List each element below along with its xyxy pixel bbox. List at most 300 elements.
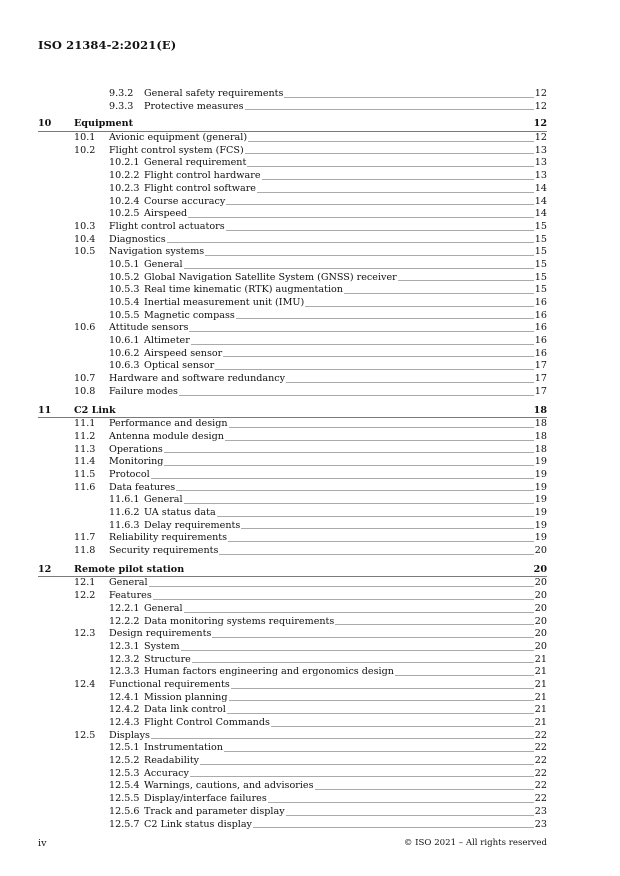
page-footer <box>38 838 547 849</box>
toc-entry-page: 19 <box>534 468 547 480</box>
toc-entry[interactable] <box>38 208 547 221</box>
copyright-notice: © ISO 2021 – All rights reserved <box>403 838 547 848</box>
toc-entry-title: Diagnostics <box>109 233 166 245</box>
toc-entry-line <box>144 183 547 196</box>
dot-leader <box>226 230 534 231</box>
toc-entry-title: Monitoring <box>109 456 164 468</box>
toc-entry-line <box>144 780 547 793</box>
toc-entry-number: 12.2.1 <box>109 602 140 614</box>
dot-leader <box>219 554 533 555</box>
dot-leader <box>184 268 534 269</box>
toc-clause-entry[interactable] <box>38 118 547 132</box>
toc-entry-line <box>109 482 547 495</box>
toc-entry[interactable] <box>38 373 547 386</box>
dot-leader <box>284 97 533 98</box>
toc-entry-line <box>109 234 547 247</box>
toc-entry-number: 10.6.1 <box>109 335 140 347</box>
toc-entry-number: 10.2.1 <box>109 157 140 169</box>
toc-entry-line <box>144 520 547 533</box>
dot-leader <box>151 478 534 479</box>
toc-entry-page: 21 <box>534 666 547 678</box>
toc-entry-page: 18 <box>534 443 547 455</box>
toc-entry[interactable] <box>38 101 547 114</box>
toc-entry[interactable] <box>38 704 547 717</box>
toc-entry-page: 16 <box>534 347 547 359</box>
toc-entry-line <box>144 742 547 755</box>
dot-leader <box>231 688 534 689</box>
toc-entry[interactable] <box>38 679 547 692</box>
toc-entry-line <box>109 469 547 482</box>
toc-entry-title: Data link control <box>144 704 226 716</box>
toc-entry-number: 11.4 <box>74 456 96 468</box>
toc-entry-page: 12 <box>534 88 547 99</box>
toc-entry-line <box>109 221 547 234</box>
toc-entry-title: Displays <box>109 729 150 741</box>
toc-entry-title: Flight Control Commands <box>144 717 270 728</box>
toc-entry[interactable] <box>38 666 547 679</box>
toc-entry-number: 10.6 <box>74 322 96 334</box>
toc-entry[interactable] <box>38 157 547 170</box>
toc-entry-number: 9.3.3 <box>109 100 134 112</box>
dot-leader <box>188 217 534 218</box>
toc-entry-page: 12 <box>534 100 547 112</box>
toc-entry[interactable] <box>38 170 547 183</box>
toc-entry-page: 16 <box>534 309 547 321</box>
toc-entry-title: System <box>144 640 180 652</box>
toc-entry[interactable] <box>38 132 547 145</box>
toc-entry-page: 22 <box>534 780 547 792</box>
toc-entry[interactable] <box>38 641 547 654</box>
toc-entry-page: 16 <box>534 297 547 308</box>
toc-entry[interactable] <box>38 246 547 259</box>
toc-entry-page: 16 <box>534 322 547 334</box>
toc-entry-number: 10.8 <box>74 385 96 397</box>
toc-entry-line <box>144 284 547 297</box>
toc-entry-page: 17 <box>534 373 547 385</box>
toc-entry-number: 10.2 <box>74 144 96 156</box>
toc-entry-title: Accuracy <box>144 767 189 779</box>
toc-entry-title: Protocol <box>109 468 150 480</box>
dot-leader <box>398 280 534 281</box>
dot-leader <box>247 166 533 167</box>
toc-entry-title: Flight control hardware <box>144 170 261 182</box>
toc-clause-entry[interactable] <box>38 405 547 419</box>
toc-entry-number: 12.3.3 <box>109 666 140 678</box>
toc-entry-number: 12.5.5 <box>109 793 140 805</box>
dot-leader <box>179 395 534 396</box>
toc-entry-page: 13 <box>534 157 547 169</box>
toc-entry-number: 11.6 <box>74 481 96 493</box>
toc-entry-title: Data monitoring systems requirements <box>144 615 335 627</box>
toc-entry-line <box>144 654 547 667</box>
toc-entry-page: 14 <box>534 182 547 194</box>
toc-entry-number: 10.6.2 <box>109 347 140 359</box>
toc-entry-title: Flight control software <box>144 182 256 194</box>
toc-entry-line <box>144 360 547 373</box>
toc-entry-page: 15 <box>534 284 547 296</box>
toc-entry-number: 12.5.3 <box>109 767 140 779</box>
toc-entry[interactable] <box>38 616 547 629</box>
toc-entry-number: 10.2.5 <box>109 208 140 220</box>
toc-entry-line <box>144 310 547 323</box>
toc-entry-page: 22 <box>534 793 547 805</box>
toc-entry-page: 21 <box>534 678 547 690</box>
toc-entry-number: 11.7 <box>74 532 96 544</box>
toc-entry-page: 19 <box>534 532 547 544</box>
toc-entry-page: 22 <box>534 742 547 754</box>
toc-entry-line <box>109 532 547 545</box>
toc-entry-page: 18 <box>533 404 547 416</box>
toc-entry-line <box>109 444 547 457</box>
dot-leader <box>257 192 534 193</box>
toc-entry[interactable] <box>38 730 547 743</box>
toc-entry-page: 19 <box>534 519 547 531</box>
toc-entry-line <box>74 118 547 131</box>
toc-entry[interactable] <box>38 284 547 297</box>
toc-entry-page: 21 <box>534 691 547 703</box>
toc-entry-number: 12.4.1 <box>109 691 140 703</box>
toc-entry-number: 10.6.3 <box>109 360 140 372</box>
dot-leader <box>245 109 534 110</box>
dot-leader <box>200 764 534 765</box>
document-id: ISO 21384-2:2021(E) <box>38 38 177 52</box>
toc-entry-number: 12.1 <box>74 577 96 589</box>
toc-entry[interactable] <box>38 272 547 285</box>
toc-entry-line <box>144 641 547 654</box>
toc-entry-page: 18 <box>534 418 547 430</box>
toc-entry-number: 12.2 <box>74 590 96 602</box>
toc-entry-line <box>109 577 547 590</box>
dot-leader <box>167 242 534 243</box>
toc-entry[interactable] <box>38 234 547 247</box>
toc-entry-title: Structure <box>144 653 191 665</box>
toc-entry-title: C2 Link status display <box>144 818 252 830</box>
dot-leader <box>224 751 534 752</box>
toc-entry-title: Human factors engineering and ergonomics design <box>144 666 394 678</box>
toc-entry-number: 12.3.2 <box>109 653 140 665</box>
toc-entry[interactable] <box>38 259 547 272</box>
toc-entry-page: 15 <box>534 258 547 270</box>
toc-entry-title: Altimeter <box>144 335 190 347</box>
toc-entry[interactable] <box>38 196 547 209</box>
dot-leader <box>315 789 534 790</box>
toc-entry-title: Instrumentation <box>144 742 223 754</box>
dot-leader <box>164 465 533 466</box>
toc-entry-title: Hardware and software redundancy <box>109 373 286 385</box>
toc-entry-number: 11.6.2 <box>109 507 140 518</box>
toc-entry-page: 20 <box>533 563 547 575</box>
dot-leader <box>164 452 534 453</box>
toc-entry-line <box>144 717 547 730</box>
toc-entry-title: Real time kinematic (RTK) augmentation <box>144 284 343 296</box>
toc-entry-line <box>109 132 547 145</box>
toc-entry-page: 15 <box>534 271 547 283</box>
toc-entry-number: 12.5.1 <box>109 742 140 754</box>
toc-entry-page: 21 <box>534 653 547 665</box>
table-of-contents <box>38 88 547 831</box>
toc-entry-number: 10.2.3 <box>109 182 140 194</box>
dot-leader <box>189 331 533 332</box>
toc-entry-page: 13 <box>534 170 547 182</box>
toc-entry[interactable] <box>38 469 547 482</box>
toc-entry-page: 18 <box>534 430 547 442</box>
page-number: iv <box>38 838 47 849</box>
toc-entry-title: UA status data <box>144 507 216 518</box>
dot-leader <box>248 141 534 142</box>
toc-entry[interactable] <box>38 297 547 310</box>
toc-entry[interactable] <box>38 348 547 361</box>
toc-entry-number: 11 <box>38 404 52 416</box>
toc-entry-line <box>144 88 547 101</box>
toc-entry[interactable] <box>38 507 547 520</box>
toc-entry-page: 20 <box>534 615 547 627</box>
toc-entry-title: General <box>144 258 183 270</box>
toc-entry[interactable] <box>38 431 547 444</box>
toc-entry[interactable] <box>38 532 547 545</box>
dot-leader <box>226 204 534 205</box>
toc-entry-line <box>109 373 547 386</box>
dot-leader <box>395 675 534 676</box>
toc-entry-line <box>144 507 547 520</box>
toc-entry[interactable] <box>38 806 547 819</box>
dot-leader <box>151 738 534 739</box>
dot-leader <box>241 528 534 529</box>
toc-entry[interactable] <box>38 418 547 431</box>
dot-leader <box>245 153 534 154</box>
toc-entry[interactable] <box>38 444 547 457</box>
toc-entry-number: 12.3.1 <box>109 640 140 652</box>
toc-entry-line <box>144 101 547 114</box>
toc-entry-page: 20 <box>534 590 547 602</box>
toc-entry-title: Antenna module design <box>109 430 224 442</box>
toc-entry[interactable] <box>38 456 547 469</box>
toc-clause-entry[interactable] <box>38 564 547 578</box>
dot-leader <box>217 516 534 517</box>
dot-leader <box>236 318 534 319</box>
toc-entry-line <box>144 348 547 361</box>
toc-entry-number: 11.2 <box>74 430 96 442</box>
toc-entry-title: Remote pilot station <box>74 563 185 575</box>
toc-entry-page: 20 <box>534 577 547 589</box>
toc-entry-line <box>109 386 547 399</box>
toc-entry-number: 10.7 <box>74 373 96 385</box>
toc-entry-page: 22 <box>534 767 547 779</box>
toc-entry-number: 12.5.4 <box>109 780 140 792</box>
toc-entry-title: Data features <box>109 481 176 493</box>
toc-entry-line <box>74 564 547 577</box>
toc-entry-title: Reliability requirements <box>109 532 228 544</box>
toc-entry-page: 22 <box>534 755 547 767</box>
toc-entry-title: General <box>144 494 183 506</box>
dot-leader <box>192 662 534 663</box>
toc-entry-title: Avionic equipment (general) <box>109 132 248 144</box>
toc-entry-number: 12.5.2 <box>109 755 140 767</box>
toc-entry[interactable] <box>38 628 547 641</box>
toc-entry[interactable] <box>38 221 547 234</box>
dot-leader <box>215 369 534 370</box>
toc-entry-title: Failure modes <box>109 385 178 397</box>
toc-entry-line <box>144 157 547 170</box>
toc-entry-line <box>144 666 547 679</box>
toc-entry-number: 12.5.6 <box>109 805 140 817</box>
toc-entry[interactable] <box>38 520 547 533</box>
toc-entry-title: Delay requirements <box>144 519 241 531</box>
dot-leader <box>262 179 534 180</box>
toc-entry-number: 10.5 <box>74 246 96 258</box>
toc-entry-line <box>144 494 547 507</box>
toc-entry[interactable] <box>38 183 547 196</box>
toc-entry-line <box>144 704 547 717</box>
toc-entry-line <box>109 730 547 743</box>
toc-entry-title: General <box>109 577 148 589</box>
toc-entry-line <box>109 246 547 259</box>
dot-leader <box>190 776 534 777</box>
toc-entry[interactable] <box>38 793 547 806</box>
toc-entry-number: 11.6.1 <box>109 494 140 506</box>
toc-entry-page: 19 <box>534 481 547 493</box>
toc-entry-page: 19 <box>534 507 547 518</box>
toc-entry-title: Navigation systems <box>109 246 205 258</box>
dot-leader <box>286 815 534 816</box>
toc-entry-page: 15 <box>534 233 547 245</box>
toc-entry-number: 11.8 <box>74 545 96 557</box>
toc-entry-title: Security requirements <box>109 545 219 557</box>
toc-entry-title: Attitude sensors <box>109 322 189 334</box>
toc-entry-title: General requirement <box>144 157 247 169</box>
toc-entry-line <box>144 170 547 183</box>
toc-entry-page: 13 <box>534 144 547 156</box>
toc-entry-line <box>109 679 547 692</box>
toc-entry-line <box>144 755 547 768</box>
toc-entry-page: 16 <box>534 335 547 347</box>
toc-entry-page: 14 <box>534 208 547 220</box>
toc-entry-number: 10.5.1 <box>109 258 140 270</box>
toc-entry[interactable] <box>38 780 547 793</box>
toc-entry-title: Operations <box>109 443 163 455</box>
toc-entry-page: 21 <box>534 717 547 728</box>
toc-entry-number: 10.5.2 <box>109 271 140 283</box>
toc-entry-number: 12.3 <box>74 628 96 640</box>
toc-entry-title: Equipment <box>74 118 134 130</box>
toc-entry-page: 23 <box>534 805 547 817</box>
toc-entry-title: Optical sensor <box>144 360 215 372</box>
toc-entry-title: Readability <box>144 755 200 767</box>
toc-entry[interactable] <box>38 654 547 667</box>
toc-entry[interactable] <box>38 335 547 348</box>
toc-entry-line <box>109 590 547 603</box>
toc-entry-page: 20 <box>534 628 547 640</box>
toc-entry-number: 12.4 <box>74 678 96 690</box>
toc-entry[interactable] <box>38 145 547 158</box>
toc-entry-number: 10.5.5 <box>109 309 140 321</box>
toc-entry-number: 11.6.3 <box>109 519 140 531</box>
dot-leader <box>149 586 534 587</box>
toc-entry-title: Inertial measurement unit (IMU) <box>144 297 305 308</box>
dot-leader <box>176 490 534 491</box>
toc-entry[interactable] <box>38 577 547 590</box>
toc-entry-line <box>144 272 547 285</box>
toc-entry-number: 10.4 <box>74 233 96 245</box>
toc-entry[interactable] <box>38 755 547 768</box>
toc-entry-page: 22 <box>534 729 547 741</box>
toc-entry-page: 19 <box>534 456 547 468</box>
toc-entry-page: 17 <box>534 385 547 397</box>
toc-entry-page: 15 <box>534 220 547 232</box>
toc-entry-line <box>109 418 547 431</box>
dot-leader <box>184 503 534 504</box>
toc-entry-title: Display/interface failures <box>144 793 267 805</box>
dot-leader <box>205 255 534 256</box>
toc-entry[interactable] <box>38 692 547 705</box>
toc-entry-title: Course accuracy <box>144 195 226 207</box>
toc-entry-title: Airspeed <box>144 208 188 220</box>
toc-entry[interactable] <box>38 603 547 616</box>
toc-entry-line <box>144 616 547 629</box>
toc-entry-title: Mission planning <box>144 691 228 703</box>
toc-entry-line <box>144 335 547 348</box>
toc-entry-line <box>144 196 547 209</box>
toc-entry-number: 10.2.2 <box>109 170 140 182</box>
dot-leader <box>229 427 534 428</box>
toc-entry-title: Protective measures <box>144 100 244 112</box>
toc-entry[interactable] <box>38 360 547 373</box>
toc-entry-number: 9.3.2 <box>109 88 134 99</box>
toc-entry-line <box>109 456 547 469</box>
toc-entry[interactable] <box>38 742 547 755</box>
toc-entry-number: 10.1 <box>74 132 96 144</box>
toc-entry[interactable] <box>38 819 547 832</box>
toc-entry-title: Design requirements <box>109 628 212 640</box>
dot-leader <box>271 726 534 727</box>
toc-entry-title: Track and parameter display <box>144 805 285 817</box>
toc-entry[interactable] <box>38 545 547 558</box>
toc-entry-line <box>109 322 547 335</box>
toc-entry-title: Features <box>109 590 152 602</box>
toc-entry-title: General safety requirements <box>144 88 284 99</box>
toc-entry[interactable] <box>38 590 547 603</box>
toc-entry[interactable] <box>38 386 547 399</box>
toc-entry-number: 10.5.4 <box>109 297 140 308</box>
dot-leader <box>181 650 534 651</box>
dot-leader <box>212 637 533 638</box>
toc-entry-line <box>144 208 547 221</box>
dot-leader <box>335 624 533 625</box>
toc-entry-number: 10.5.3 <box>109 284 140 296</box>
dot-leader <box>286 382 534 383</box>
toc-entry-page: 17 <box>534 360 547 372</box>
toc-entry-title: Warnings, cautions, and advisories <box>144 780 314 792</box>
toc-entry-title: General <box>144 602 183 614</box>
dot-leader <box>305 306 534 307</box>
toc-entry-line <box>144 297 547 310</box>
toc-entry[interactable] <box>38 768 547 781</box>
toc-entry-number: 10.3 <box>74 220 96 232</box>
dot-leader <box>191 344 534 345</box>
toc-entry[interactable] <box>38 322 547 335</box>
toc-entry[interactable] <box>38 482 547 495</box>
toc-entry-line <box>144 819 547 832</box>
toc-entry[interactable] <box>38 310 547 323</box>
toc-entry[interactable] <box>38 88 547 101</box>
toc-entry[interactable] <box>38 494 547 507</box>
toc-entry-line <box>109 145 547 158</box>
toc-entry-number: 11.5 <box>74 468 96 480</box>
toc-entry[interactable] <box>38 717 547 730</box>
toc-entry-number: 12.4.2 <box>109 704 140 716</box>
toc-entry-page: 20 <box>534 640 547 652</box>
toc-entry-line <box>144 793 547 806</box>
toc-entry-page: 20 <box>534 545 547 557</box>
